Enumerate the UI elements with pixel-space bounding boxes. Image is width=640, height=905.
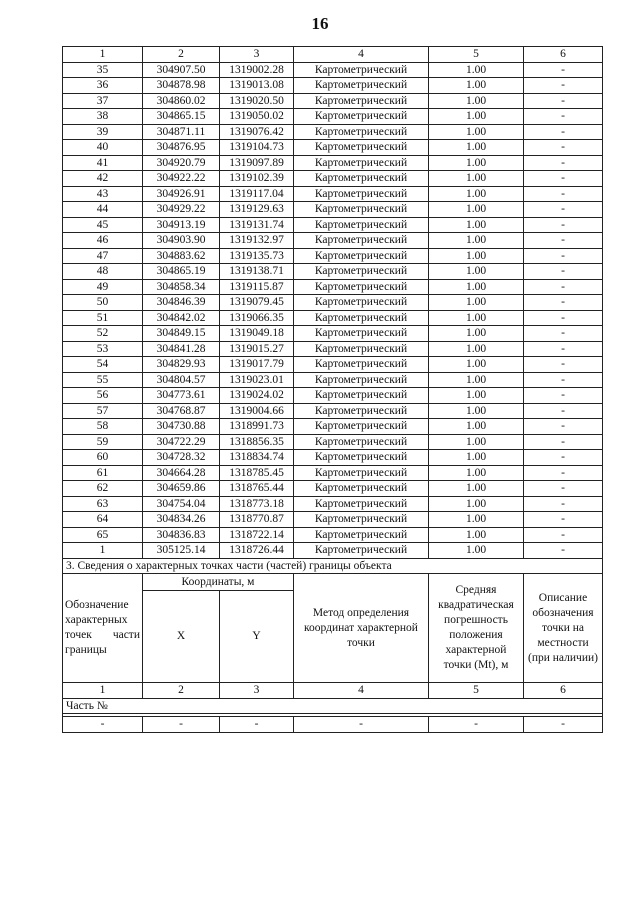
accuracy-cell: 1.00 [429,496,524,512]
x-header: X [143,591,220,683]
table-row [63,233,603,249]
column-number-cell: 4 [294,47,429,63]
table-row [63,496,603,512]
table-row [63,202,603,218]
table-row [63,717,603,733]
method-cell: Картометрический [294,171,429,187]
coordinates-table [62,46,603,733]
accuracy-cell: 1.00 [429,465,524,481]
table-row [63,248,603,264]
y-coordinate-cell: 1318770.87 [220,512,294,528]
method-header: Метод определения координат характерной точки [294,574,429,683]
y-coordinate-cell: 1319115.87 [220,279,294,295]
accuracy-cell: 1.00 [429,512,524,528]
table-row [63,186,603,202]
y-coordinate-cell: 1319020.50 [220,93,294,109]
point-number-cell: 45 [63,217,143,233]
y-coordinate-cell: 1318785.45 [220,465,294,481]
point-number-cell: 40 [63,140,143,156]
section3-header-row [63,574,603,591]
method-cell: Картометрический [294,310,429,326]
column-number-row [63,683,603,699]
description-cell: - [524,248,603,264]
description-cell: - [524,109,603,125]
x-coordinate-cell: 304659.86 [143,481,220,497]
section-title-row [63,558,603,574]
column-number-cell: 5 [429,683,524,699]
point-number-cell: 48 [63,264,143,280]
accuracy-cell: 1.00 [429,186,524,202]
description-cell: - [524,155,603,171]
y-coordinate-cell: 1319132.97 [220,233,294,249]
y-coordinate-cell: 1319079.45 [220,295,294,311]
accuracy-cell: 1.00 [429,341,524,357]
accuracy-cell: 1.00 [429,388,524,404]
method-cell: Картометрический [294,248,429,264]
method-cell: Картометрический [294,403,429,419]
y-coordinate-cell: 1319049.18 [220,326,294,342]
table-row [63,527,603,543]
y-coordinate-cell: 1318722.14 [220,527,294,543]
accuracy-cell: 1.00 [429,295,524,311]
point-number-cell: 56 [63,388,143,404]
accuracy-cell: 1.00 [429,481,524,497]
point-number-cell: 47 [63,248,143,264]
accuracy-header: Средняя квадратическая погрешность положения характерной точки (Мt), м [429,574,524,683]
table-row [63,434,603,450]
y-coordinate-cell: 1319104.73 [220,140,294,156]
empty-cell: - [294,717,429,733]
description-cell: - [524,202,603,218]
table-row [63,62,603,78]
y-coordinate-cell: 1319076.42 [220,124,294,140]
method-cell: Картометрический [294,512,429,528]
y-coordinate-cell: 1319023.01 [220,372,294,388]
description-cell: - [524,310,603,326]
method-cell: Картометрический [294,388,429,404]
point-number-cell: 57 [63,403,143,419]
x-coordinate-cell: 304664.28 [143,465,220,481]
point-number-cell: 35 [63,62,143,78]
method-cell: Картометрический [294,326,429,342]
x-coordinate-cell: 304804.57 [143,372,220,388]
page-number: 16 [311,14,329,33]
point-number-cell: 1 [63,543,143,559]
point-number-cell: 38 [63,109,143,125]
y-coordinate-cell: 1319131.74 [220,217,294,233]
section-title: 3. Сведения о характерных точках части (частей) границы объекта [63,558,603,574]
table-row [63,357,603,373]
point-number-cell: 37 [63,93,143,109]
x-coordinate-cell: 304836.83 [143,527,220,543]
x-coordinate-cell: 304849.15 [143,326,220,342]
description-cell: - [524,217,603,233]
x-coordinate-cell: 304883.62 [143,248,220,264]
accuracy-cell: 1.00 [429,233,524,249]
point-number-cell: 63 [63,496,143,512]
y-coordinate-cell: 1318834.74 [220,450,294,466]
point-number-cell: 50 [63,295,143,311]
y-coordinate-cell: 1319102.39 [220,171,294,187]
column-number-cell: 2 [143,47,220,63]
method-cell: Картометрический [294,372,429,388]
y-coordinate-cell: 1319117.04 [220,186,294,202]
y-coordinate-cell: 1318765.44 [220,481,294,497]
x-coordinate-cell: 304834.26 [143,512,220,528]
method-cell: Картометрический [294,496,429,512]
description-cell: - [524,434,603,450]
method-cell: Картометрический [294,140,429,156]
point-number-cell: 51 [63,310,143,326]
column-number-cell: 3 [220,47,294,63]
point-number-cell: 44 [63,202,143,218]
table-row [63,93,603,109]
x-coordinate-cell: 304730.88 [143,419,220,435]
table-row [63,372,603,388]
method-cell: Картометрический [294,124,429,140]
table-row [63,109,603,125]
x-coordinate-cell: 304865.19 [143,264,220,280]
description-cell: - [524,186,603,202]
x-coordinate-cell: 304728.32 [143,450,220,466]
accuracy-cell: 1.00 [429,124,524,140]
table-row [63,326,603,342]
y-coordinate-cell: 1318726.44 [220,543,294,559]
point-number-cell: 41 [63,155,143,171]
y-coordinate-cell: 1319138.71 [220,264,294,280]
description-cell: - [524,388,603,404]
column-number-row [63,47,603,63]
method-cell: Картометрический [294,155,429,171]
method-cell: Картометрический [294,78,429,94]
description-cell: - [524,93,603,109]
accuracy-cell: 1.00 [429,202,524,218]
y-coordinate-cell: 1318773.18 [220,496,294,512]
column-number-cell: 1 [63,47,143,63]
method-cell: Картометрический [294,93,429,109]
method-cell: Картометрический [294,450,429,466]
accuracy-cell: 1.00 [429,372,524,388]
table-row [63,78,603,94]
y-header: Y [220,591,294,683]
table-row [63,310,603,326]
method-cell: Картометрический [294,295,429,311]
x-coordinate-cell: 304773.61 [143,388,220,404]
description-cell: - [524,512,603,528]
description-cell: - [524,481,603,497]
table-row [63,124,603,140]
accuracy-cell: 1.00 [429,248,524,264]
point-number-cell: 36 [63,78,143,94]
description-header: Описание обозначения точки на местности (при наличии) [524,574,603,683]
empty-cell: - [143,717,220,733]
description-cell: - [524,496,603,512]
table-row [63,140,603,156]
description-cell: - [524,279,603,295]
method-cell: Картометрический [294,109,429,125]
x-coordinate-cell: 305125.14 [143,543,220,559]
point-number-cell: 64 [63,512,143,528]
point-number-cell: 49 [63,279,143,295]
empty-cell: - [220,717,294,733]
description-cell: - [524,62,603,78]
method-cell: Картометрический [294,465,429,481]
table-row [63,217,603,233]
x-coordinate-cell: 304865.15 [143,109,220,125]
method-cell: Картометрический [294,233,429,249]
y-coordinate-cell: 1319024.02 [220,388,294,404]
x-coordinate-cell: 304841.28 [143,341,220,357]
description-cell: - [524,403,603,419]
point-number-cell: 65 [63,527,143,543]
accuracy-cell: 1.00 [429,62,524,78]
point-number-cell: 52 [63,326,143,342]
x-coordinate-cell: 304722.29 [143,434,220,450]
description-cell: - [524,419,603,435]
description-cell: - [524,465,603,481]
x-coordinate-cell: 304871.11 [143,124,220,140]
description-cell: - [524,140,603,156]
accuracy-cell: 1.00 [429,279,524,295]
table-row [63,155,603,171]
table-row [63,341,603,357]
accuracy-cell: 1.00 [429,93,524,109]
column-number-cell: 6 [524,683,603,699]
method-cell: Картометрический [294,434,429,450]
description-cell: - [524,357,603,373]
method-cell: Картометрический [294,62,429,78]
accuracy-cell: 1.00 [429,171,524,187]
table-row [63,512,603,528]
column-number-cell: 5 [429,47,524,63]
y-coordinate-cell: 1319097.89 [220,155,294,171]
table-row [63,388,603,404]
table-row [63,171,603,187]
x-coordinate-cell: 304754.04 [143,496,220,512]
point-number-cell: 43 [63,186,143,202]
x-coordinate-cell: 304920.79 [143,155,220,171]
method-cell: Картометрический [294,202,429,218]
point-number-cell: 53 [63,341,143,357]
x-coordinate-cell: 304926.91 [143,186,220,202]
part-label: Часть № [63,698,603,714]
empty-cell: - [524,717,603,733]
x-coordinate-cell: 304876.95 [143,140,220,156]
accuracy-cell: 1.00 [429,140,524,156]
y-coordinate-cell: 1319002.28 [220,62,294,78]
method-cell: Картометрический [294,419,429,435]
method-cell: Картометрический [294,264,429,280]
column-number-cell: 2 [143,683,220,699]
method-cell: Картометрический [294,279,429,295]
point-number-cell: 61 [63,465,143,481]
y-coordinate-cell: 1319066.35 [220,310,294,326]
description-cell: - [524,326,603,342]
table-row [63,403,603,419]
x-coordinate-cell: 304907.50 [143,62,220,78]
point-number-cell: 62 [63,481,143,497]
description-cell: - [524,171,603,187]
coordinates-header: Координаты, м [143,574,294,591]
description-cell: - [524,233,603,249]
y-coordinate-cell: 1319017.79 [220,357,294,373]
y-coordinate-cell: 1319015.27 [220,341,294,357]
point-number-cell: 58 [63,419,143,435]
x-coordinate-cell: 304860.02 [143,93,220,109]
point-number-cell: 39 [63,124,143,140]
x-coordinate-cell: 304903.90 [143,233,220,249]
description-cell: - [524,543,603,559]
x-coordinate-cell: 304846.39 [143,295,220,311]
y-coordinate-cell: 1319013.08 [220,78,294,94]
x-coordinate-cell: 304829.93 [143,357,220,373]
accuracy-cell: 1.00 [429,434,524,450]
description-cell: - [524,527,603,543]
accuracy-cell: 1.00 [429,217,524,233]
table-row [63,419,603,435]
x-coordinate-cell: 304878.98 [143,78,220,94]
accuracy-cell: 1.00 [429,450,524,466]
point-number-cell: 42 [63,171,143,187]
method-cell: Картометрический [294,217,429,233]
accuracy-cell: 1.00 [429,527,524,543]
empty-cell: - [63,717,143,733]
accuracy-cell: 1.00 [429,403,524,419]
column-number-cell: 3 [220,683,294,699]
method-cell: Картометрический [294,341,429,357]
point-number-cell: 46 [63,233,143,249]
method-cell: Картометрический [294,527,429,543]
x-coordinate-cell: 304922.22 [143,171,220,187]
method-cell: Картометрический [294,357,429,373]
table-row [63,543,603,559]
empty-cell: - [429,717,524,733]
accuracy-cell: 1.00 [429,419,524,435]
description-cell: - [524,264,603,280]
description-cell: - [524,341,603,357]
table-row [63,465,603,481]
accuracy-cell: 1.00 [429,155,524,171]
column-number-cell: 4 [294,683,429,699]
y-coordinate-cell: 1319050.02 [220,109,294,125]
accuracy-cell: 1.00 [429,543,524,559]
accuracy-cell: 1.00 [429,310,524,326]
table-row [63,450,603,466]
part-label-row [63,698,603,714]
y-coordinate-cell: 1318991.73 [220,419,294,435]
accuracy-cell: 1.00 [429,326,524,342]
point-number-cell: 59 [63,434,143,450]
column-number-cell: 6 [524,47,603,63]
point-number-cell: 54 [63,357,143,373]
method-cell: Картометрический [294,543,429,559]
x-coordinate-cell: 304929.22 [143,202,220,218]
x-coordinate-cell: 304858.34 [143,279,220,295]
accuracy-cell: 1.00 [429,264,524,280]
description-cell: - [524,372,603,388]
point-number-cell: 60 [63,450,143,466]
table-row [63,279,603,295]
point-number-cell: 55 [63,372,143,388]
x-coordinate-cell: 304768.87 [143,403,220,419]
y-coordinate-cell: 1319129.63 [220,202,294,218]
y-coordinate-cell: 1319004.66 [220,403,294,419]
method-cell: Картометрический [294,481,429,497]
y-coordinate-cell: 1319135.73 [220,248,294,264]
table-row [63,264,603,280]
designation-header: Обозначение характерных точек части границы [63,574,143,683]
method-cell: Картометрический [294,186,429,202]
x-coordinate-cell: 304913.19 [143,217,220,233]
accuracy-cell: 1.00 [429,357,524,373]
y-coordinate-cell: 1318856.35 [220,434,294,450]
description-cell: - [524,295,603,311]
description-cell: - [524,124,603,140]
x-coordinate-cell: 304842.02 [143,310,220,326]
accuracy-cell: 1.00 [429,109,524,125]
description-cell: - [524,78,603,94]
accuracy-cell: 1.00 [429,78,524,94]
description-cell: - [524,450,603,466]
table-row [63,481,603,497]
table-row [63,295,603,311]
column-number-cell: 1 [63,683,143,699]
